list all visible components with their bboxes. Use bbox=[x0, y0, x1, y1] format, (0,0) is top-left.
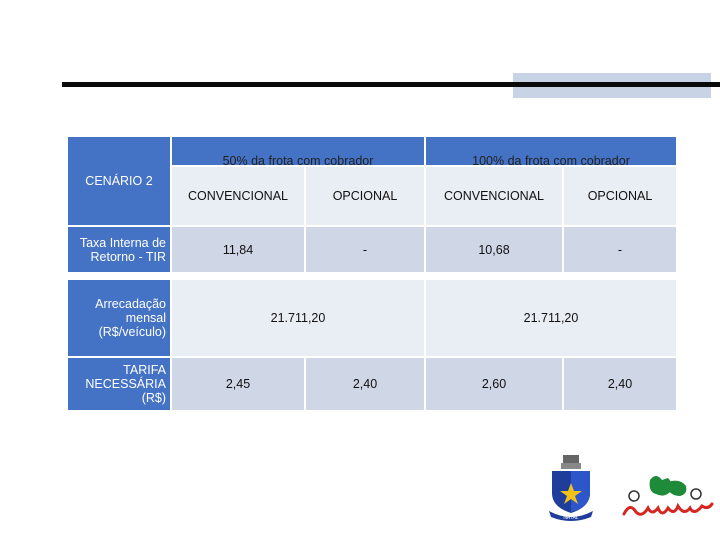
cell-tarifa-opc-100: 2,40 bbox=[564, 358, 676, 410]
cell-tir-conv-100: 10,68 bbox=[426, 227, 562, 272]
row-label-tarifa: TARIFA NECESSÁRIA (R$) bbox=[68, 358, 170, 410]
cell-tarifa-conv-100: 2,60 bbox=[426, 358, 562, 410]
sub-header-convencional-50: CONVENCIONAL bbox=[172, 167, 304, 225]
cell-tarifa-opc-50: 2,40 bbox=[306, 358, 424, 410]
svg-text:NATAL: NATAL bbox=[563, 515, 579, 521]
group-header-100-text: 100% da frota com cobrador bbox=[472, 154, 630, 165]
group-header-100 bbox=[426, 137, 676, 165]
cell-tir-conv-50: 11,84 bbox=[172, 227, 304, 272]
row-label-tir: Taxa Interna de Retorno - TIR bbox=[68, 227, 170, 272]
natal-coat-of-arms-logo bbox=[546, 455, 596, 521]
sub-header-opcional-50: OPCIONAL bbox=[306, 167, 424, 225]
row-label-arrecadacao: Arrecadação mensal (R$/veículo) bbox=[68, 280, 170, 356]
cell-arrec-50: 21.711,20 bbox=[172, 280, 424, 356]
cell-tir-opc-100: - bbox=[564, 227, 676, 272]
header-rule bbox=[62, 82, 720, 87]
scenario-label: CENÁRIO 2 bbox=[68, 137, 170, 225]
sub-header-convencional-100: CONVENCIONAL bbox=[426, 167, 562, 225]
cell-tarifa-conv-50: 2,45 bbox=[172, 358, 304, 410]
cell-tir-opc-50: - bbox=[306, 227, 424, 272]
group-header-50 bbox=[172, 137, 424, 165]
guarany-brand-logo bbox=[622, 470, 714, 522]
group-header-50-text: 50% da frota com cobrador bbox=[222, 154, 374, 165]
cell-arrec-100: 21.711,20 bbox=[426, 280, 676, 356]
sub-header-opcional-100: OPCIONAL bbox=[564, 167, 676, 225]
